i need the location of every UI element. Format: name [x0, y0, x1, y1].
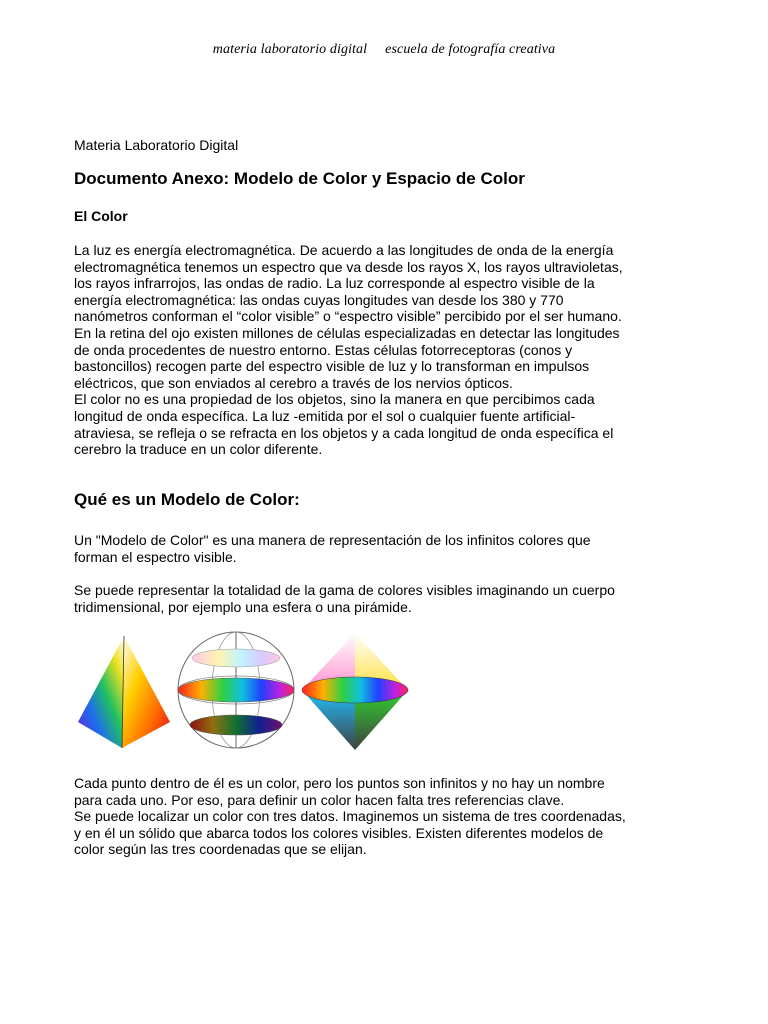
course-label: Materia Laboratorio Digital: [74, 137, 239, 153]
sphere-solid: [178, 632, 294, 748]
pyramid-solid: [78, 636, 170, 748]
header-right: escuela de fotografía creativa: [385, 42, 556, 57]
header-left: materia laboratorio digital: [212, 42, 368, 57]
color-solids-figure: [74, 630, 414, 752]
double-cone-solid: [302, 633, 408, 750]
section-heading-color: El Color: [74, 208, 128, 224]
paragraph-color: La luz es energía electromagnética. De acuerdo a las longitudes de onda de la energía electromagnética tenemos un espectro que va desde los rayos X, los rayos ultravioletas, los rayos infrarrojos, las ondas de radio. La luz corresponde al espectro visible de la energía electromagnética: las ondas cuyas longitudes van desde los 380 y 770 nanómetros conforman el “color visible” o “espectro visible” percibido por el ser humano. En la retina del ojo existen millones de células especializadas en detectar las longitudes de onda procedentes de nuestro entorno. Estas células fotorreceptoras (conos y bastoncillos) recogen parte del espectro visible de luz y lo transforman en impulsos eléctricos, que son enviados al cerebro a través de los nervios ópticos. El color no es una propiedad de los objetos, sino la manera en que percibimos cada longitud de onda específica. La luz -emitida por el sol o cualquier fuente artificial- atraviesa, se refleja o se refracta en los objetos y a cada longitud de onda específica el cerebro la traduce en un color diferente.: [74, 242, 623, 458]
paragraph-model-definition: Un "Modelo de Color" es una manera de representación de los infinitos colores que forman el espectro visible.: [74, 532, 591, 565]
paragraph-model-coordinates: Cada punto dentro de él es un color, pero los puntos son infinitos y no hay un nombre para cada uno. Por eso, para definir un color hacen falta tres referencias clave. Se puede localizar un color con tres datos. Imaginemos un sistema de tres coordenadas, y en él un sólido que abarca todos los colores visibles. Existen diferentes modelos de color según las tres coordenadas que se elijan.: [74, 775, 626, 858]
document-title: Documento Anexo: Modelo de Color y Espacio de Color: [74, 169, 525, 188]
paragraph-model-solid: Se puede representar la totalidad de la gama de colores visibles imaginando un cuerpo tridimensional, por ejemplo una esfera o una pirámide.: [74, 582, 615, 615]
running-header: [0, 42, 768, 58]
section-heading-model: Qué es un Modelo de Color:: [74, 490, 300, 509]
